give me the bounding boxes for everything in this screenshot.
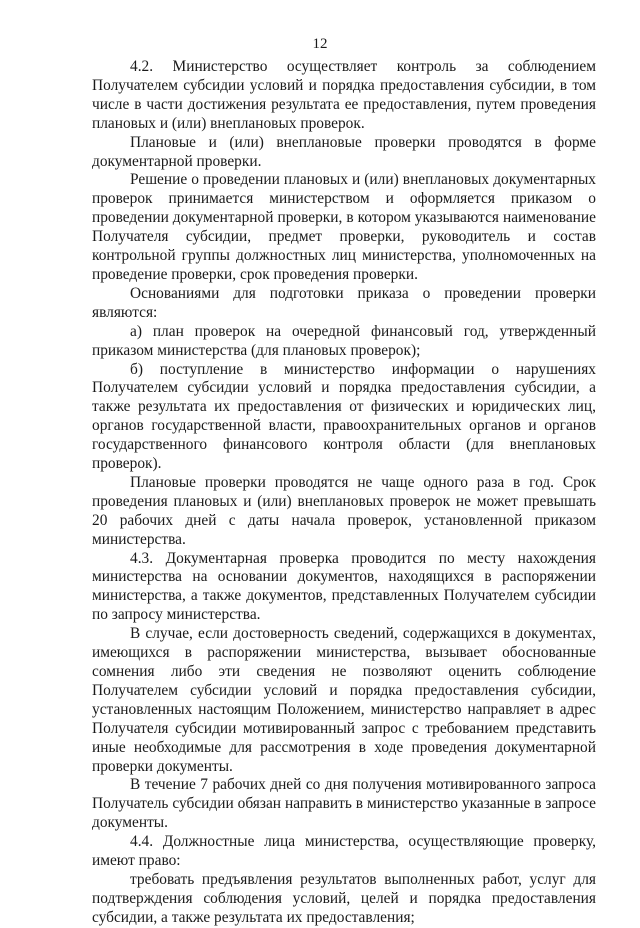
list-item-a: а) план проверок на очередной финансовый год, утвержденный приказом министерства (для плановых проверок); (92, 322, 596, 359)
document-body (92, 58, 596, 928)
paragraph-seven-days: В течение 7 рабочих дней со дня получения мотивированного запроса Получатель субсидии обязан направить в министерство указанные в запросе документы. (92, 776, 596, 832)
paragraph-4-3: 4.3. Документарная проверка проводится по месту нахождения министерства на основании документов, находящихся в распоряжении министерства, а также документов, представленных Получателем субсидии по запросу министерства. (92, 549, 596, 624)
paragraph-right-to-demand: требовать предъявления результатов выполненных работ, услуг для подтверждения соблюдения условий, целей и порядка предоставления субсидии, а также результата их предоставления; (92, 870, 596, 926)
paragraph-inspection-form: Плановые и (или) внеплановые проверки проводятся в форме документарной проверки. (92, 133, 596, 170)
paragraph-reasoned-request: В случае, если достоверность сведений, содержащихся в документах, имеющихся в распоряжении министерства, вызывает обоснованные сомнения либо эти сведения не позволяют оценить соблюдение Получателем субсидии условий и порядка предоставления субсидии, установленных настоящим Положением, министерство направляет в адрес Получателя субсидии мотивированный запрос с требованием представить иные необходимые для рассмотрения в ходе проведения документарной проверки документы. (92, 625, 596, 775)
paragraph-grounds-intro: Основаниями для подготовки приказа о проведении проверки являются: (92, 284, 596, 321)
paragraph-inspection-decision: Решение о проведении плановых и (или) внеплановых документарных проверок принимается министерством и оформляется приказом о проведении документарной проверки, в котором указываются наименование Получателя субсидии, предмет проверки, руководитель и состав контрольной группы должностных лиц министерства, уполномоченных на проведение проверки, срок проведения проверки. (92, 171, 596, 283)
paragraph-inspection-frequency: Плановые проверки проводятся не чаще одного раза в год. Срок проведения плановых и (или) внеплановых проверок не может превышать 20 рабочих дней с даты начала проверок, установленной приказом министерства. (92, 473, 596, 548)
paragraph-4-4: 4.4. Должностные лица министерства, осуществляющие проверку, имеют право: (92, 833, 596, 870)
paragraph-4-2: 4.2. Министерство осуществляет контроль за соблюдением Получателем субсидии условий и порядка предоставления субсидии, в том числе в части достижения результата ее предоставления, путем проведения плановых и (или) внеплановых проверок. (92, 58, 596, 132)
page-number: 12 (312, 36, 328, 52)
list-item-b: б) поступление в министерство информации о нарушениях Получателем субсидии условий и порядка предоставления субсидии, а также результата их предоставления от физических и юридических лиц, органов государственной власти, правоохранительных органов и органов государственного финансового контроля области (для внеплановых проверок). (92, 360, 596, 473)
